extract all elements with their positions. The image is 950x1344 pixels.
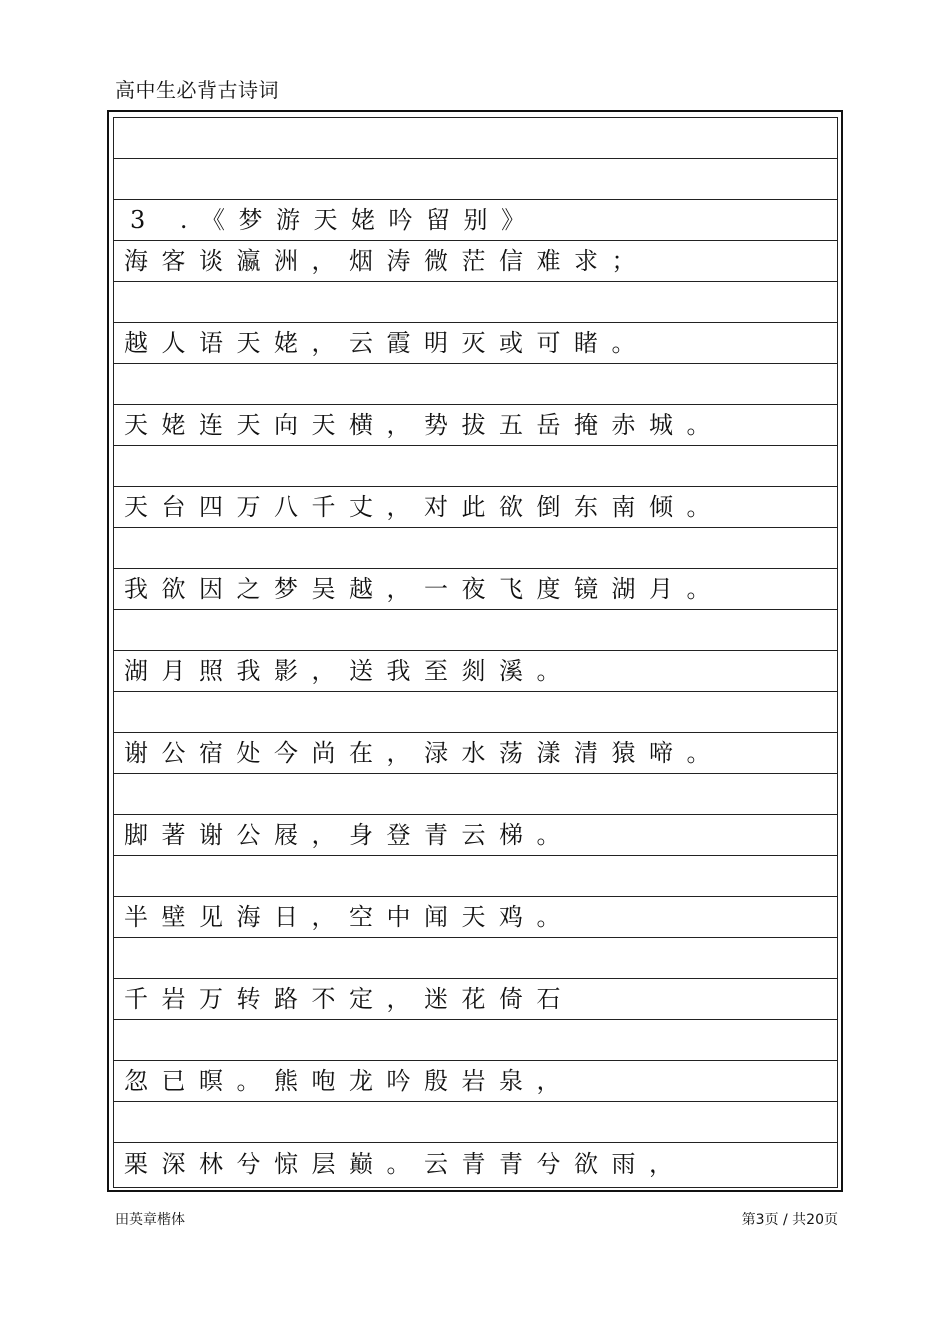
poem-line: 半壁见海日，空中闻天鸡。	[124, 903, 574, 931]
poem-line: 越人语天姥，云霞明灭或可睹。	[124, 329, 649, 357]
poem-line: 栗深林兮惊层巅。云青青兮欲雨，	[124, 1150, 687, 1178]
blank-row	[114, 1020, 837, 1061]
poem-line-row	[114, 1061, 837, 1102]
poem-line-row	[114, 1143, 837, 1184]
blank-row	[114, 364, 837, 405]
poem-line: 忽已暝。熊咆龙吟殷岩泉，	[124, 1067, 574, 1095]
blank-row	[114, 118, 837, 159]
blank-row	[114, 159, 837, 200]
blank-row	[114, 774, 837, 815]
poem-line-row	[114, 323, 837, 364]
footer-font-name: 田英章楷体	[115, 1212, 185, 1228]
blank-row	[114, 938, 837, 979]
poem-line: 天姥连天向天横，势拔五岳掩赤城。	[124, 411, 724, 439]
poem-line: 千岩万转路不定，迷花倚石	[124, 985, 574, 1013]
poem-line-row	[114, 815, 837, 856]
blank-row	[114, 692, 837, 733]
poem-line-row	[114, 733, 837, 774]
poem-title-row	[114, 200, 837, 241]
poem-line-row	[114, 405, 837, 446]
blank-row	[114, 1102, 837, 1143]
blank-row	[114, 528, 837, 569]
poem-line: 我欲因之梦吴越，一夜飞度镜湖月。	[124, 575, 724, 603]
blank-row	[114, 282, 837, 323]
poem-line-row	[114, 897, 837, 938]
document-header-title: 高中生必背古诗词	[115, 78, 279, 102]
poem-line-row	[114, 979, 837, 1020]
poem-line-row	[114, 487, 837, 528]
poem-line: 湖月照我影，送我至剡溪。	[124, 657, 574, 685]
poem-line: 谢公宿处今尚在，渌水荡漾清猿啼。	[124, 739, 724, 767]
poem-line: 海客谈瀛洲，烟涛微茫信难求；	[124, 247, 649, 275]
poem-line-row	[114, 241, 837, 282]
poem-line: 天台四万八千丈，对此欲倒东南倾。	[124, 493, 724, 521]
poem-line-row	[114, 569, 837, 610]
poem-line: 脚著谢公屐，身登青云梯。	[124, 821, 574, 849]
lined-writing-sheet	[113, 117, 838, 1188]
footer-page-info: 第3页 / 共20页	[741, 1212, 838, 1228]
blank-row	[114, 856, 837, 897]
blank-row	[114, 610, 837, 651]
poem-title: 3 .《梦游天姥吟留别》	[130, 206, 539, 234]
poem-line-row	[114, 651, 837, 692]
blank-row	[114, 446, 837, 487]
